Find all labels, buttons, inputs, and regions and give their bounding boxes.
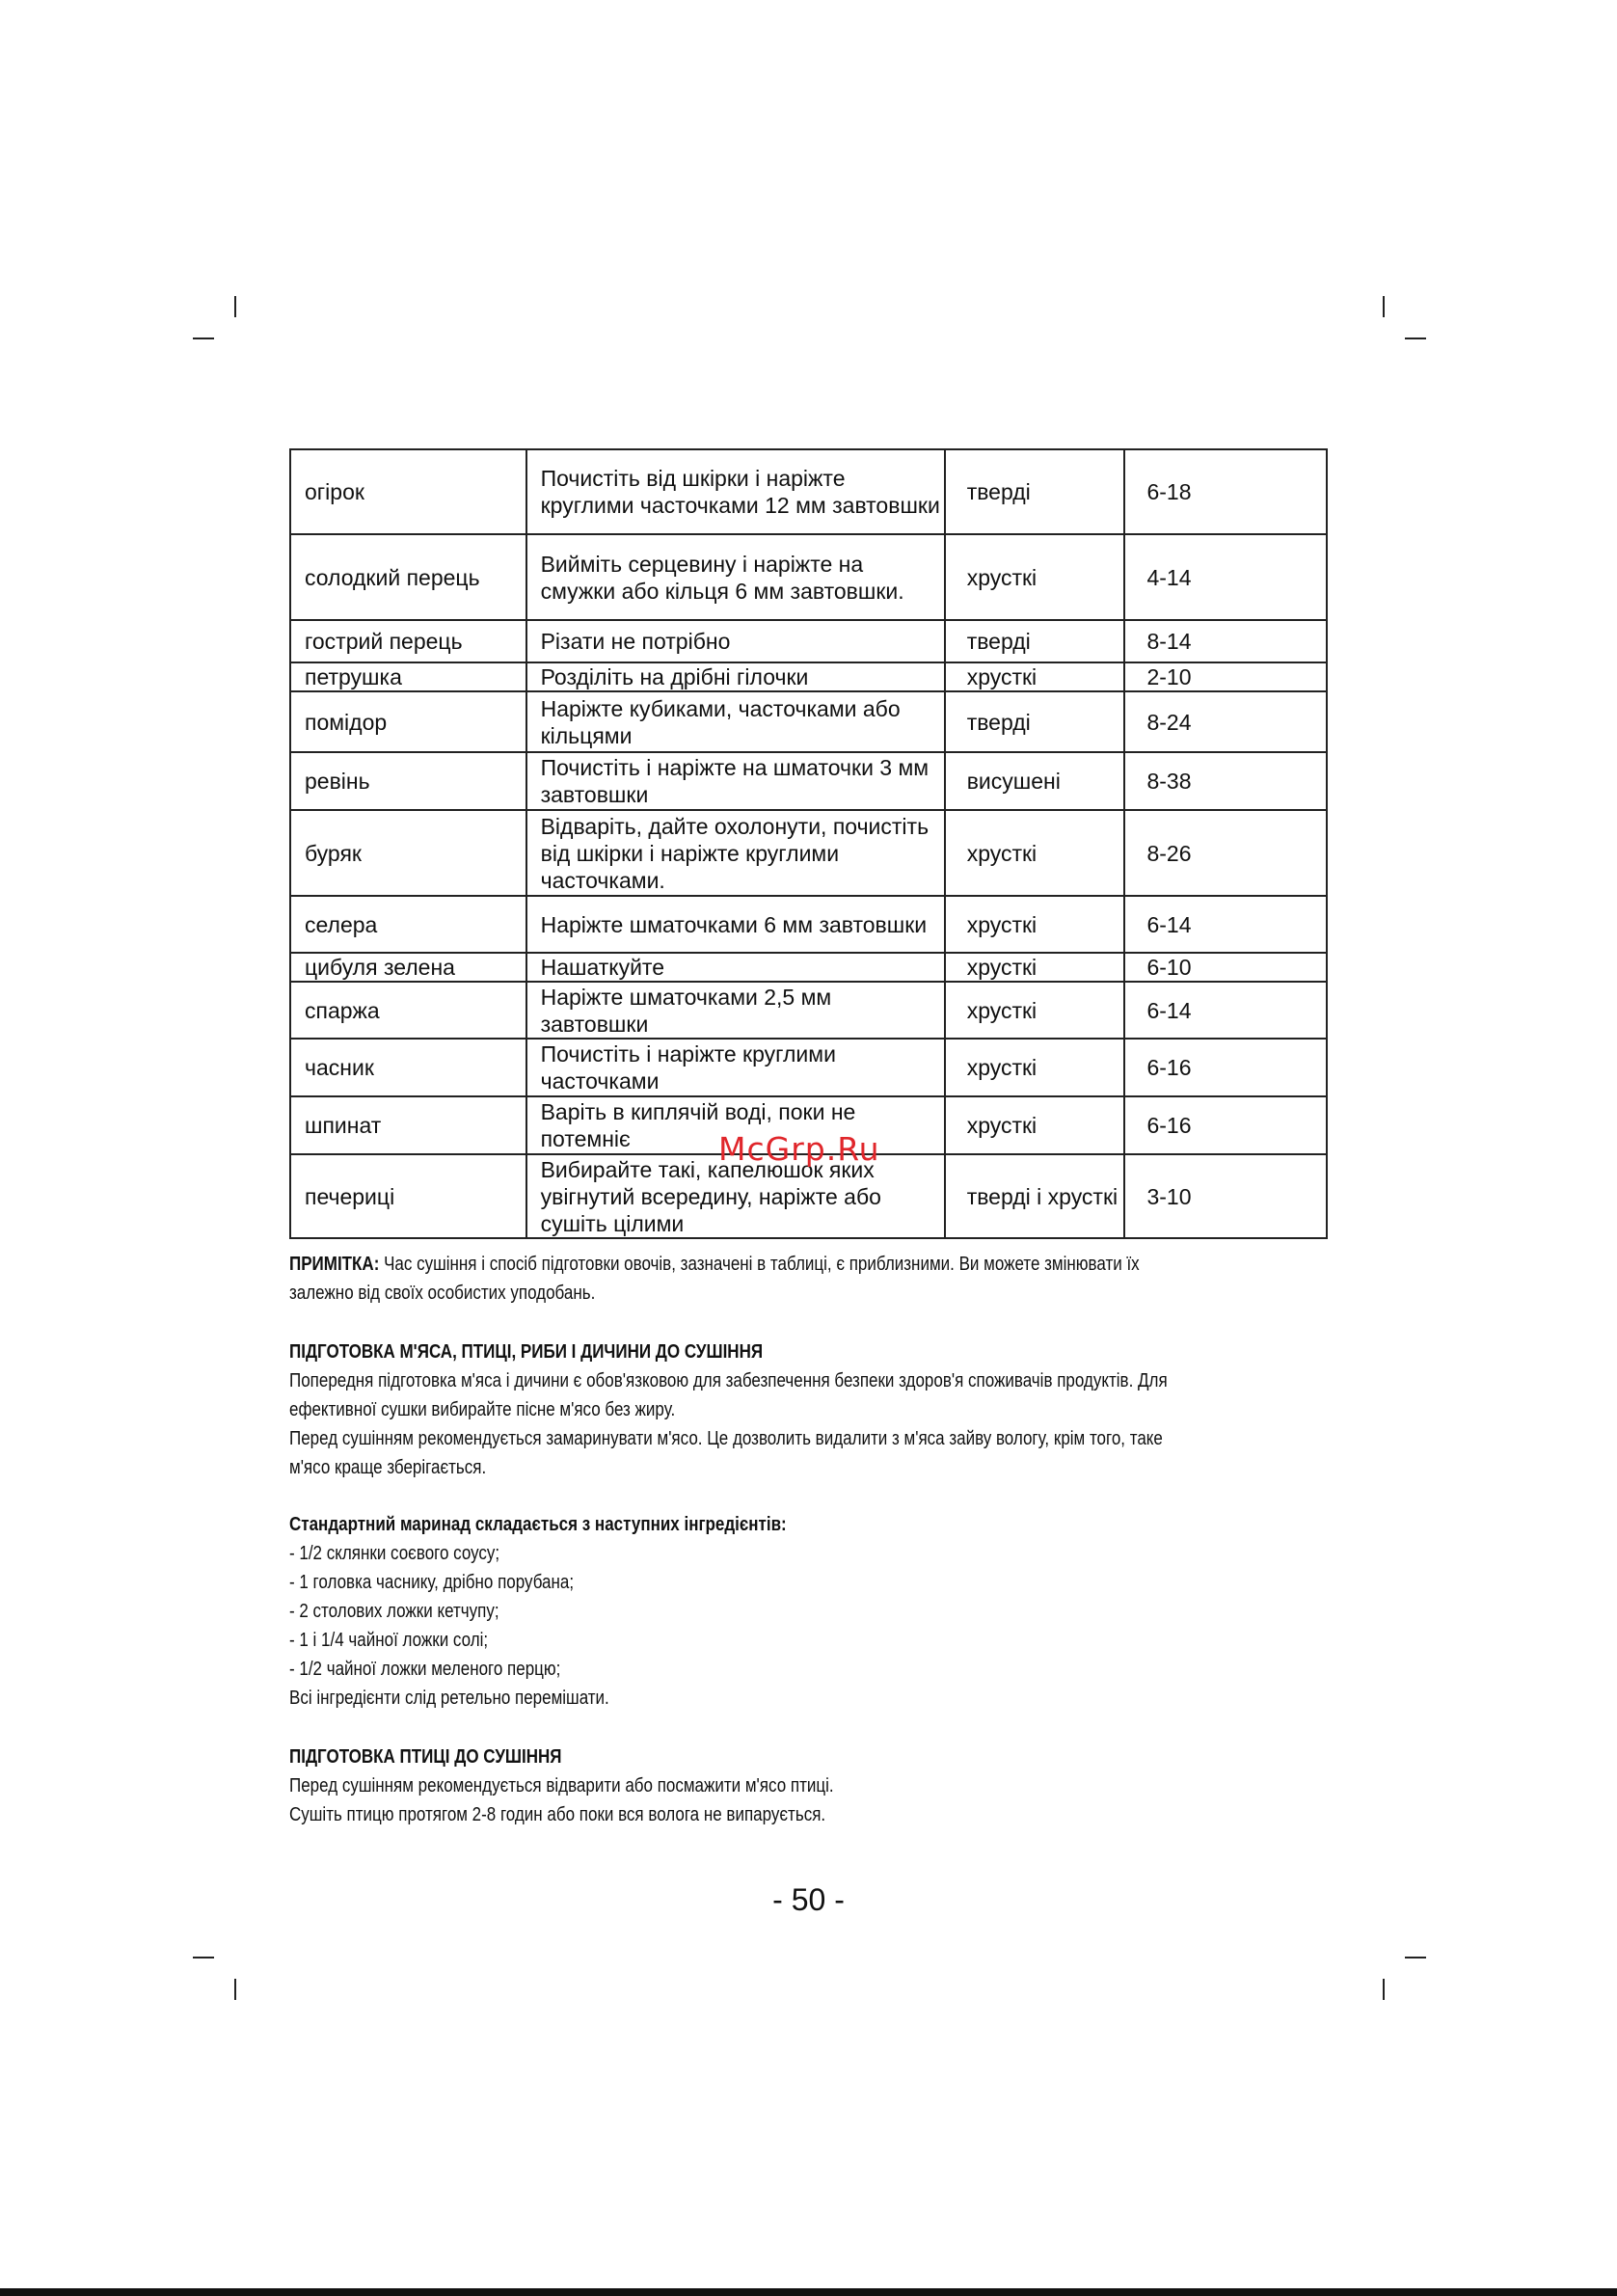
vegetable-name: солодкий перець xyxy=(290,534,526,620)
texture: тверді xyxy=(945,449,1125,534)
marinade-heading: Стандартний маринад складається з наступних інгредієнтів: xyxy=(289,1514,787,1535)
texture: хрусткі xyxy=(945,896,1125,953)
list-item: - 1 головка часнику, дрібно порубана; xyxy=(289,1572,575,1593)
poultry-section xyxy=(289,1742,1174,1829)
drying-time: 8-14 xyxy=(1124,620,1327,662)
vegetable-name: печериці xyxy=(290,1154,526,1238)
vegetable-name: ревінь xyxy=(290,752,526,810)
preparation: Нашаткуйте xyxy=(526,953,945,982)
preparation: Почистіть і наріжте на шматочки 3 мм завтовшки xyxy=(526,752,945,810)
preparation: Почистіть і наріжте круглими часточками xyxy=(526,1039,945,1096)
preparation: Різати не потрібно xyxy=(526,620,945,662)
preparation: Розділіть на дрібні гілочки xyxy=(526,662,945,691)
list-item: - 1/2 чайної ложки меленого перцю; xyxy=(289,1659,561,1680)
preparation: Варіть в киплячій воді, поки не потемніє xyxy=(526,1096,945,1154)
texture: хрусткі xyxy=(945,662,1125,691)
table-row xyxy=(290,449,1327,534)
crop-mark xyxy=(1383,1979,1385,2000)
crop-mark xyxy=(234,296,236,317)
vegetable-name: гострий перець xyxy=(290,620,526,662)
crop-mark xyxy=(193,1957,214,1958)
table-row xyxy=(290,1039,1327,1096)
note-label: ПРИМІТКА: xyxy=(289,1254,380,1275)
vegetable-name: селера xyxy=(290,896,526,953)
vegetable-name: часник xyxy=(290,1039,526,1096)
table-row xyxy=(290,896,1327,953)
preparation: Наріжте шматочками 2,5 мм завтовшки xyxy=(526,982,945,1039)
preparation: Наріжте кубиками, часточками або кільцями xyxy=(526,691,945,752)
drying-time: 4-14 xyxy=(1124,534,1327,620)
marinade-section xyxy=(289,1510,1174,1713)
texture: тверді xyxy=(945,620,1125,662)
texture: хрусткі xyxy=(945,982,1125,1039)
drying-time: 3-10 xyxy=(1124,1154,1327,1238)
crop-mark xyxy=(193,338,214,339)
drying-time: 6-18 xyxy=(1124,449,1327,534)
page-number: - 50 - xyxy=(772,1882,845,1917)
drying-time: 6-14 xyxy=(1124,982,1327,1039)
table-row xyxy=(290,534,1327,620)
preparation: Вибирайте такі, капелюшок яких увігнутий всередину, наріжте або сушіть цілими xyxy=(526,1154,945,1238)
table-row xyxy=(290,982,1327,1039)
vegetable-name: цибуля зелена xyxy=(290,953,526,982)
vegetable-name: петрушка xyxy=(290,662,526,691)
drying-time: 6-16 xyxy=(1124,1039,1327,1096)
bottom-edge-bar xyxy=(0,2288,1617,2296)
drying-time: 2-10 xyxy=(1124,662,1327,691)
list-item: - 1/2 склянки соєвого соусу; xyxy=(289,1543,500,1564)
vegetable-name: огірок xyxy=(290,449,526,534)
vegetable-name: буряк xyxy=(290,810,526,896)
vegetable-name: помідор xyxy=(290,691,526,752)
table-row xyxy=(290,691,1327,752)
texture: хрусткі xyxy=(945,1096,1125,1154)
table-row xyxy=(290,662,1327,691)
drying-time: 6-14 xyxy=(1124,896,1327,953)
meat-heading: ПІДГОТОВКА М'ЯСА, ПТИЦІ, РИБИ І ДИЧИНИ ДО СУШІННЯ xyxy=(289,1341,764,1363)
preparation: Вийміть серцевину і наріжте на смужки або кільця 6 мм завтовшки. xyxy=(526,534,945,620)
list-item: - 2 столових ложки кетчупу; xyxy=(289,1601,499,1622)
marinade-footer: Всі інгредієнти слід ретельно перемішати. xyxy=(289,1688,609,1709)
vegetable-name: шпинат xyxy=(290,1096,526,1154)
drying-time: 6-16 xyxy=(1124,1096,1327,1154)
table-row xyxy=(290,752,1327,810)
note-text: Час сушіння і спосіб підготовки овочів, зазначені в таблиці, є приблизними. Ви можете змінювати їх залежно від своїх особистих уподобань. xyxy=(289,1254,1140,1304)
vegetable-table xyxy=(289,448,1328,1239)
crop-mark xyxy=(1383,296,1385,317)
poultry-paragraph-2: Сушіть птицю протягом 2-8 годин або поки вся волога не випарується. xyxy=(289,1804,826,1825)
texture: тверді xyxy=(945,691,1125,752)
table-row xyxy=(290,953,1327,982)
drying-time: 8-26 xyxy=(1124,810,1327,896)
preparation: Почистіть від шкірки і наріжте круглими часточками 12 мм завтовшки xyxy=(526,449,945,534)
drying-time: 8-38 xyxy=(1124,752,1327,810)
texture: хрусткі xyxy=(945,953,1125,982)
preparation: Наріжте шматочками 6 мм завтовшки xyxy=(526,896,945,953)
preparation: Відваріть, дайте охолонути, почистіть від шкірки і наріжте круглими часточками. xyxy=(526,810,945,896)
drying-time: 8-24 xyxy=(1124,691,1327,752)
watermark: McGrp.Ru xyxy=(718,1130,880,1168)
table-row xyxy=(290,620,1327,662)
table-row xyxy=(290,810,1327,896)
texture: висушені xyxy=(945,752,1125,810)
texture: хрусткі xyxy=(945,534,1125,620)
meat-paragraph-1: Попередня підготовка м'яса і дичини є обов'язковою для забезпечення безпеки здоров'я споживачів продуктів. Для ефективної сушки вибирайте пісне м'ясо без жиру. xyxy=(289,1370,1168,1420)
list-item: - 1 і 1/4 чайної ложки солі; xyxy=(289,1630,489,1651)
texture: тверді і хрусткі xyxy=(945,1154,1125,1238)
crop-mark xyxy=(1405,1957,1426,1958)
meat-section xyxy=(289,1337,1174,1482)
texture: хрусткі xyxy=(945,1039,1125,1096)
crop-mark xyxy=(234,1979,236,2000)
crop-mark xyxy=(1405,338,1426,339)
meat-paragraph-2: Перед сушінням рекомендується замаринувати м'ясо. Це дозволить видалити з м'яса зайву вологу, крім того, таке м'ясо краще зберігається. xyxy=(289,1428,1163,1478)
note-paragraph xyxy=(289,1250,1174,1308)
poultry-heading: ПІДГОТОВКА ПТИЦІ ДО СУШІННЯ xyxy=(289,1746,562,1768)
vegetable-name: спаржа xyxy=(290,982,526,1039)
drying-time: 6-10 xyxy=(1124,953,1327,982)
texture: хрусткі xyxy=(945,810,1125,896)
poultry-paragraph-1: Перед сушінням рекомендується відварити або посмажити м'ясо птиці. xyxy=(289,1775,834,1796)
